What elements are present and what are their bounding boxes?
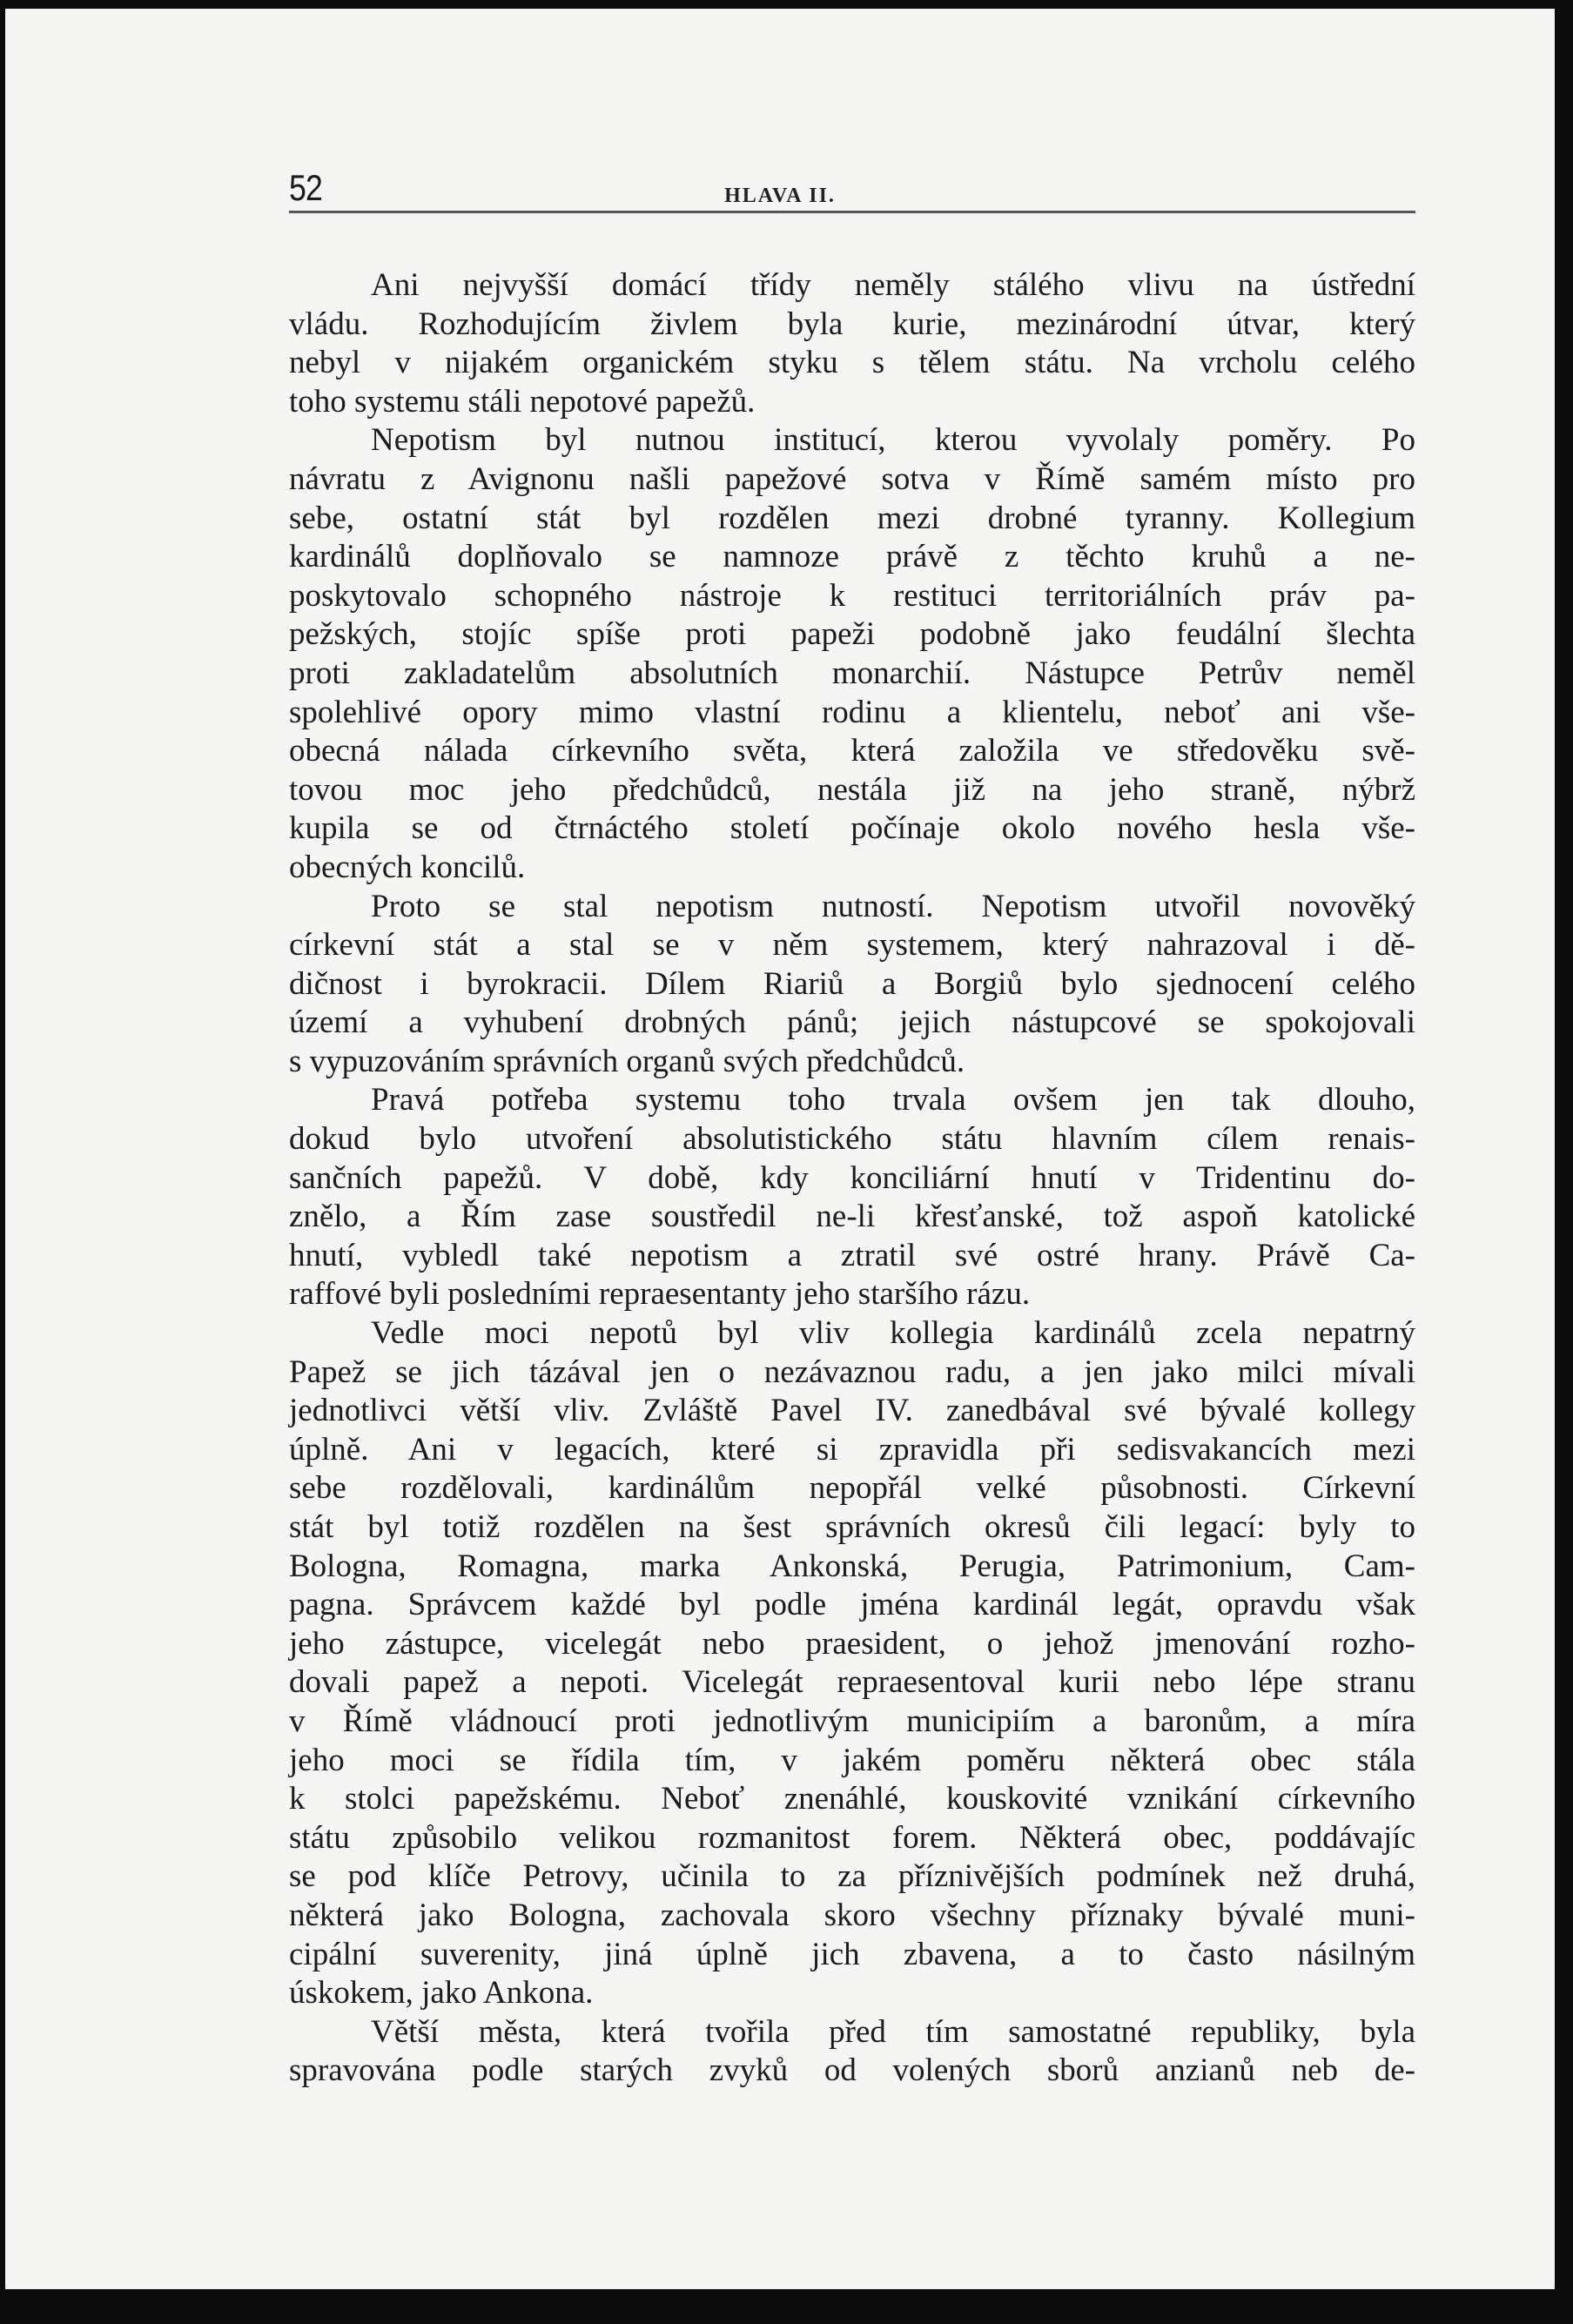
text-line: nebyl v nijakém organickém styku s tělem státu. Na vrcholu celého: [289, 345, 1415, 381]
text-line: dovali papež a nepoti. Vicelegát repraesentoval kurii nebo lépe stranu: [289, 1664, 1415, 1701]
text-line: úplně. Ani v legacích, které si zpravidla při sedisvakancích mezi: [289, 1431, 1415, 1468]
header-rule: [289, 211, 1415, 213]
text-line: cipální suverenity, jiná úplně jich zbavena, a to často násilným: [289, 1936, 1415, 1972]
text-line: některá jako Bologna, zachovala skoro všechny příznaky bývalé muni-: [289, 1897, 1415, 1933]
text-line: vládu. Rozhodujícím živlem byla kurie, mezinárodní útvar, který: [289, 306, 1415, 342]
running-title: HLAVA II.: [724, 185, 836, 207]
text-line: sančních papežů. V době, kdy konciliární hnutí v Tridentinu do-: [289, 1159, 1415, 1196]
book-page: [5, 9, 1555, 2289]
paragraph: [289, 1081, 1415, 1314]
text-line: úskokem, jako Ankona.: [289, 1975, 594, 2012]
text-line: Vedle moci nepotů byl vliv kollegia kardinálů zcela nepatrný: [371, 1315, 1415, 1352]
text-line: kardinálů doplňovalo se namnoze právě z těchto kruhů a ne-: [289, 539, 1415, 575]
text-line: k stolci papežskému. Neboť znenáhlé, kouskovité vznikání církevního: [289, 1781, 1415, 1817]
text-line: návratu z Avignonu našli papežové sotva v Římě samém místo pro: [289, 460, 1415, 497]
text-line: stát byl totiž rozdělen na šest správních okresů čili legací: byly to: [289, 1509, 1415, 1545]
text-line: sebe rozdělovali, kardinálům nepopřál velké působnosti. Církevní: [289, 1470, 1415, 1507]
text-line: hnutí, vybledl také nepotism a ztratil své ostré hrany. Právě Ca-: [289, 1237, 1415, 1273]
text-line: dičnost i byrokracii. Dílem Riariů a Borgiů bylo sjednocení celého: [289, 965, 1415, 1002]
text-line: spravována podle starých zvyků od volených sborů anzianů neb de-: [289, 2052, 1415, 2089]
text-line: Proto se stal nepotism nutností. Nepotism utvořil novověký: [371, 888, 1415, 924]
text-line: pagna. Správcem každé byl podle jména kardinál legát, opravdu však: [289, 1587, 1415, 1623]
body-text: [289, 266, 1415, 2091]
text-line: Ani nejvyšší domácí třídy neměly stálého vlivu na ústřední: [371, 267, 1415, 303]
text-line: Větší města, která tvořila před tím samostatné republiky, byla: [371, 2013, 1415, 2050]
text-line: se pod klíče Petrovy, učinila to za příznivějších podmínek než druhá,: [289, 1858, 1415, 1895]
text-line: Nepotism byl nutnou institucí, kterou vyvolaly poměry. Po: [371, 422, 1415, 459]
text-line: obecná nálada církevního světa, která založila ve středověku svě-: [289, 733, 1415, 769]
paragraph: [289, 421, 1415, 887]
text-line: Papež se jich tázával jen o nezávaznou radu, a jen jako milci mívali: [289, 1353, 1415, 1390]
text-line: jeho moci se řídila tím, v jakém poměru některá obec stála: [289, 1742, 1415, 1778]
text-line: jednotlivci větší vliv. Zvláště Pavel IV. zanedbával své bývalé kollegy: [289, 1393, 1415, 1429]
text-line: raffové byli posledními repraesentanty jeho staršího rázu.: [289, 1276, 1031, 1313]
text-line: kupila se od čtrnáctého století počínaje okolo nového hesla vše-: [289, 810, 1415, 847]
text-line: tovou moc jeho předchůdců, nestála již na jeho straně, nýbrž: [289, 771, 1415, 808]
text-line: poskytovalo schopného nástroje k restituci territoriálních práv pa-: [289, 577, 1415, 614]
text-line: území a vyhubení drobných pánů; jejich nástupcové se spokojovali: [289, 1004, 1415, 1041]
page-number: 52: [289, 167, 323, 208]
text-line: proti zakladatelům absolutních monarchií. Nástupce Petrův neměl: [289, 655, 1415, 691]
paragraph: [289, 266, 1415, 421]
text-line: církevní stát a stal se v něm systemem, který nahrazoval i dě-: [289, 927, 1415, 964]
text-line: sebe, ostatní stát byl rozdělen mezi drobné tyranny. Kollegium: [289, 500, 1415, 536]
text-line: pežských, stojíc spíše proti papeži podobně jako feudální šlechta: [289, 616, 1415, 653]
text-line: státu způsobilo velikou rozmanitost forem. Některá obec, poddávajíc: [289, 1819, 1415, 1856]
paragraph: [289, 1314, 1415, 2013]
text-line: dokud bylo utvoření absolutistického státu hlavním cílem renais-: [289, 1121, 1415, 1158]
text-line: toho systemu stáli nepotové papežů.: [289, 383, 756, 420]
text-line: jeho zástupce, vicelegát nebo praesident, o jehož jmenování rozho-: [289, 1625, 1415, 1662]
text-line: v Římě vládnoucí proti jednotlivým municipiím a baronům, a míra: [289, 1703, 1415, 1739]
text-line: s vypuzováním správních organů svých předchůdců.: [289, 1043, 965, 1079]
text-line: Bologna, Romagna, marka Ankonská, Perugia, Patrimonium, Cam-: [289, 1548, 1415, 1584]
paragraph: [289, 888, 1415, 1082]
text-line: obecných koncilů.: [289, 849, 526, 885]
paragraph: [289, 2013, 1415, 2091]
text-line: spolehlivé opory mimo vlastní rodinu a klientelu, neboť ani vše-: [289, 694, 1415, 730]
text-line: Pravá potřeba systemu toho trvala ovšem jen tak dlouho,: [371, 1082, 1415, 1118]
text-line: znělo, a Řím zase soustředil ne-li křesťanské, tož aspoň katolické: [289, 1199, 1415, 1235]
